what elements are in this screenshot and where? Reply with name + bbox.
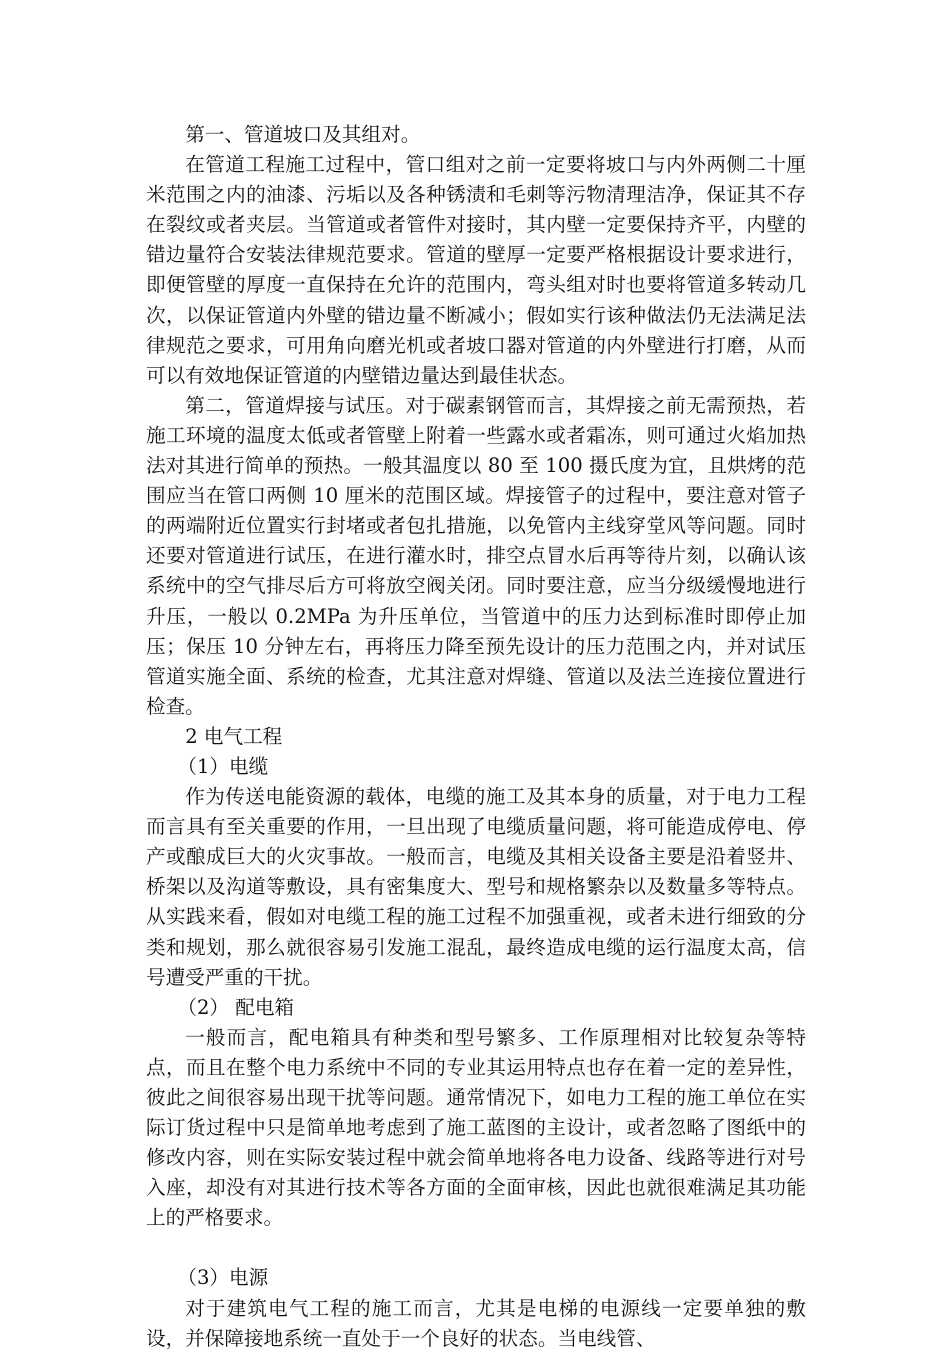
subheading-power-supply: （3）电源 <box>177 1266 269 1290</box>
document-body <box>146 120 806 1354</box>
paragraph-distribution-box: 一般而言，配电箱具有种类和型号繁多、工作原理相对比较复杂等特点，而且在整个电力系统中不同的专业其运用特点也存在着一定的差异性，彼此之间很容易出现干扰等问题。通常情况下，如电力工程的施工单位在实际订货过程中只是简单地考虑到了施工蓝图的主设计，或者忽略了图纸中的修改内容，则在实际安装过程中就会简单地将各电力设备、线路等进行对号入座，却没有对其进行技术等各方面的全面审核，因此也就很难满足其功能上的严格要求。 <box>146 1025 806 1230</box>
subheading-cable: （1）电缆 <box>177 754 269 778</box>
subheading-distribution-box: （2） 配电箱 <box>177 995 295 1019</box>
paragraph-cable: 作为传送电能资源的载体，电缆的施工及其本身的质量，对于电力工程而言具有至关重要的作用，一旦出现了电缆质量问题，将可能造成停电、停产或酿成巨大的火灾事故。一般而言，电缆及其相关设备主要是沿着竖井、桥架以及沟道等敷设，具有密集度大、型号和规格繁杂以及数量多等特点。从实践来看，假如对电缆工程的施工过程不加强重视，或者未进行细致的分类和规划，那么就很容易引发施工混乱，最终造成电缆的运行温度太高，信号遭受严重的干扰。 <box>146 785 806 989</box>
heading-electrical-engineering: 2 电气工程 <box>185 724 283 748</box>
paragraph-welding-pressure-test: 第二，管道焊接与试压。对于碳素钢管而言，其焊接之前无需预热，若施工环境的温度太低或者管壁上附着一些露水或者霜冻，则可通过火焰加热法对其进行简单的预热。一般其温度以 80 至 100 摄氏度为宜，且烘烤的范围应当在管口两侧 10 厘米的范围区域。焊接管子的过程中，要注意对管子的两端附近位置实行封堵或者包扎措施，以免管内主线穿堂风等问题。同时还要对管道进行试压，在进行灌水时，排空点冒水后再等待片刻，以确认该系统中的空气排尽后方可将放空阀关闭。同时要注意，应当分级缓慢地进行升压，一般以 0.2MPa 为升压单位，当管道中的压力达到标准时即停止加压；保压 10 分钟左右，再将压力降至预先设计的压力范围之内，并对试压管道实施全面、系统的检查，尤其注意对焊缝、管道以及法兰连接位置进行检查。 <box>146 393 806 718</box>
paragraph-pipe-bevel-assembly: 在管道工程施工过程中，管口组对之前一定要将坡口与内外两侧二十厘米范围之内的油漆、污垢以及各种锈渍和毛刺等污物清理洁净，保证其不存在裂纹或者夹层。当管道或者管件对接时，其内壁一定要保持齐平，内壁的错边量符合安装法律规范要求。管道的壁厚一定要严格根据设计要求进行，即便管壁的厚度一直保持在允许的范围内，弯头组对时也要将管道多转动几次，以保证管道内外壁的错边量不断减小；假如实行该种做法仍无法满足法律规范之要求，可用角向磨光机或者坡口器对管道的内外壁进行打磨，从而可以有效地保证管道的内壁错边量达到最佳状态。 <box>146 153 806 387</box>
paragraph-section-one-title: 第一、管道坡口及其组对。 <box>185 123 421 146</box>
paragraph-power-supply: 对于建筑电气工程的施工而言，尤其是电梯的电源线一定要单独的敷设，并保障接地系统一直处于一个良好的状态。当电线管、 <box>146 1296 806 1350</box>
